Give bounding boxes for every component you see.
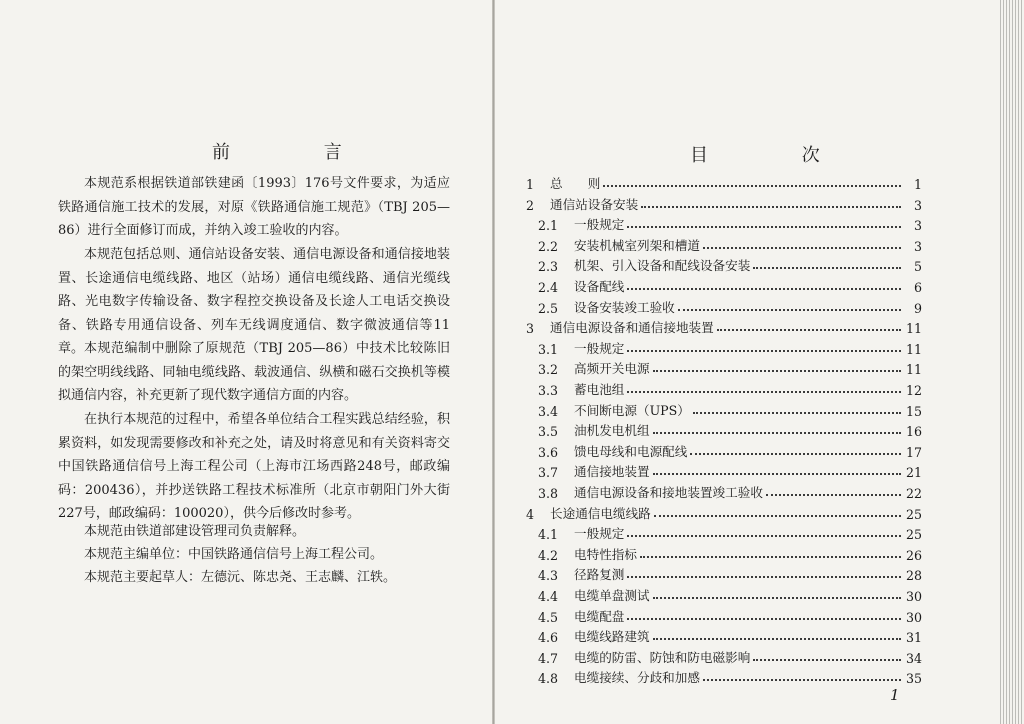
toc-entry	[538, 584, 922, 604]
toc-entry-page: 3	[913, 238, 922, 254]
toc-entry	[538, 399, 922, 419]
toc-entry	[538, 666, 922, 686]
toc-entry-page: 9	[913, 300, 922, 316]
toc-entry	[538, 275, 922, 295]
toc-entry-label: 机架、引入设备和配线设备安装	[574, 258, 751, 274]
toc-entry-number: 3.8	[538, 486, 559, 501]
toc-entry	[538, 296, 922, 316]
toc-entry	[538, 522, 922, 542]
toc-entry-label: 一般规定	[574, 526, 625, 542]
toc-entry	[526, 193, 922, 213]
toc-entry-label: 电缆单盘测试	[574, 588, 650, 603]
preface-paragraph-4: 在执行本规范的过程中，希望各单位结合工程实践总结经验，积累资料，如发现需要修改和补充之处，请及时将意见和有关资料寄交中国铁路通信信号上海工程公司（上海市江场西路248号，邮政编码：200436），并抄送铁路工程技术标准所（北京市朝阳门外大街227号，邮政编码：100020），供今后修改时参考。	[58, 412, 450, 522]
toc-entry-number: 4.7	[538, 650, 559, 666]
toc-entry-number: 4.5	[538, 609, 559, 625]
toc-leader-dots	[653, 473, 901, 475]
toc-entry-page: 28	[905, 568, 922, 584]
toc-entry-number: 4.2	[538, 547, 559, 563]
toc-entry-number: 3.4	[538, 403, 559, 419]
toc-leader-dots	[640, 556, 901, 558]
toc-entry	[538, 234, 922, 254]
toc-leader-dots	[703, 679, 901, 681]
toc-entry-page: 22	[905, 486, 922, 501]
toc-leader-dots	[641, 206, 901, 208]
toc-leader-dots	[653, 638, 901, 640]
preface-paragraph-5: 本规范由铁道部建设管理司负责解释。	[84, 524, 306, 539]
toc-leader-dots	[693, 412, 901, 414]
toc-entry-label: 电缆的防雷、防蚀和防电磁影响	[574, 649, 751, 665]
toc-entry-number: 4.1	[538, 527, 559, 543]
toc-entry-label: 设备安装竣工验收	[574, 299, 675, 315]
toc-entry	[538, 460, 922, 480]
toc-leader-dots	[654, 515, 901, 517]
toc-entry-page: 25	[905, 506, 922, 522]
toc-entry-label: 一般规定	[574, 340, 625, 356]
page-number: 1	[890, 686, 900, 704]
toc-entry-page: 25	[905, 527, 922, 543]
toc-entry	[526, 502, 922, 522]
toc-leader-dots	[690, 453, 901, 455]
toc-entry-page: 5	[913, 259, 922, 275]
toc-entry-label: 不间断电源（UPS）	[574, 402, 690, 418]
toc-entry	[526, 172, 922, 192]
toc-entry-page: 21	[905, 465, 922, 481]
toc-entry-number: 2.5	[538, 300, 559, 316]
toc-leader-dots	[678, 309, 901, 311]
toc-entry-page: 11	[905, 321, 922, 337]
toc-leader-dots	[627, 288, 901, 290]
preface-paragraph-3: 本规范编制中删除了原规范（TBJ 205—86）中技术比较陈旧的架空明线线路、同轴电缆线路、载波通信、纵横和磁石交换机等模拟通信内容，补充更新了现代数字通信方面的内容。	[58, 341, 450, 404]
toc-leader-dots	[653, 370, 901, 372]
toc-entry-number: 3.5	[538, 424, 559, 440]
preface-paragraph-2: 本规范包括总则、通信站设备安装、通信电源设备和通信接地装置、长途通信电缆线路、地区（站场）通信电缆线路、通信光缆线路、光电数字传输设备、数字程控交换设备及长途人工电话交换设备、铁路专用通信设备、列车无线调度通信、数字微波通信等11章。	[58, 247, 450, 357]
toc-entry-label: 电特性指标	[574, 546, 637, 562]
toc-entry-number: 4	[526, 506, 535, 522]
toc-entry-number: 3.3	[538, 383, 559, 398]
toc-leader-dots	[653, 432, 901, 434]
toc-entry-label: 电缆配盘	[574, 608, 625, 624]
toc-entry	[538, 481, 922, 501]
preface-title: 前 言	[212, 142, 386, 163]
toc-title: 目 次	[690, 145, 864, 166]
toc-entry	[538, 440, 922, 460]
toc-entry-page: 17	[905, 444, 922, 460]
toc-entry-number: 2.2	[538, 238, 559, 254]
toc-entry-label: 安装机械室列架和槽道	[574, 237, 700, 253]
toc-entry	[538, 378, 922, 398]
book-gutter	[492, 0, 495, 724]
toc-entry-label: 设备配线	[574, 279, 625, 294]
toc-entry-label: 蓄电池组	[574, 382, 625, 397]
toc-leader-dots	[603, 185, 901, 187]
toc-entry-label: 总 则	[550, 176, 601, 191]
toc-entry-page: 1	[913, 177, 922, 192]
toc-entry	[538, 605, 922, 625]
toc-entry-page: 11	[905, 341, 922, 357]
toc-leader-dots	[766, 494, 901, 496]
toc-entry-label: 通信站设备安装	[550, 196, 639, 212]
toc-leader-dots	[753, 267, 901, 269]
left-page	[0, 0, 492, 724]
toc-entry	[538, 543, 922, 563]
preface-paragraph-7: 本规范主要起草人：左德沅、陈忠尧、王志麟、江轶。	[84, 570, 397, 585]
toc-entry-label: 一般规定	[574, 217, 625, 233]
toc-entry	[538, 254, 922, 274]
toc-entry-page: 16	[905, 424, 922, 440]
toc-entry-page: 26	[905, 547, 922, 563]
toc-leader-dots	[653, 597, 901, 599]
toc-entry-label: 长途通信电缆线路	[550, 505, 651, 521]
toc-entry-number: 2.3	[538, 259, 559, 275]
toc-entry	[526, 316, 922, 336]
toc-entry-number: 4.6	[538, 630, 559, 646]
toc-entry-page: 34	[905, 650, 922, 666]
toc-entry-page: 31	[905, 630, 922, 646]
toc-entry-number: 3.7	[538, 465, 559, 481]
toc-entry-number: 3.2	[538, 362, 559, 378]
toc-leader-dots	[717, 329, 901, 331]
toc-entry-label: 径路复测	[574, 567, 625, 583]
toc-leader-dots	[627, 226, 901, 228]
toc-entry-number: 1	[526, 177, 535, 192]
toc-leader-dots	[627, 350, 901, 352]
toc-entry-number: 4.3	[538, 568, 559, 584]
toc-entry-number: 4.8	[538, 671, 559, 687]
toc-entry	[538, 419, 922, 439]
toc-entry-page: 12	[905, 383, 922, 398]
toc-entry	[538, 646, 922, 666]
toc-entry-label: 通信电源设备和接地装置竣工验收	[574, 485, 763, 500]
toc-entry	[538, 337, 922, 357]
toc-leader-dots	[627, 576, 901, 578]
toc-leader-dots	[753, 659, 901, 661]
toc-entry-label: 通信电源设备和通信接地装置	[550, 320, 714, 336]
right-page	[496, 0, 1024, 724]
toc-entry-page: 35	[905, 671, 922, 687]
toc-entry-page: 11	[905, 362, 922, 378]
toc-entry-page: 3	[913, 218, 922, 234]
toc-entry-label: 电缆线路建筑	[574, 629, 650, 645]
toc-entry-number: 3.1	[538, 341, 559, 357]
toc-entry	[538, 357, 922, 377]
toc-entry-page: 6	[913, 280, 922, 295]
toc-entry-label: 高频开关电源	[574, 361, 650, 377]
toc-entry	[538, 625, 922, 645]
toc-entry	[538, 213, 922, 233]
toc-entry-number: 2	[526, 197, 535, 213]
toc-entry-number: 2.1	[538, 218, 559, 234]
toc-entry	[538, 563, 922, 583]
preface-paragraph-1: 本规范系根据铁道部铁建函〔1993〕176号文件要求，为适应铁路通信施工技术的发展，对原《铁路通信施工规范》（TBJ 205—86）进行全面修订而成，并纳入竣工验收的内容。	[58, 176, 450, 239]
toc-entry-page: 3	[913, 197, 922, 213]
toc-entry-label: 馈电母线和电源配线	[574, 443, 688, 459]
toc-leader-dots	[703, 247, 901, 249]
toc-leader-dots	[627, 618, 901, 620]
toc-entry-page: 30	[905, 589, 922, 604]
toc-leader-dots	[627, 391, 901, 393]
preface-paragraph-6: 本规范主编单位：中国铁路通信信号上海工程公司。	[84, 547, 384, 562]
toc-entry-label: 油机发电机组	[574, 423, 650, 439]
toc-entry-number: 2.4	[538, 280, 559, 295]
toc-entry-page: 15	[905, 403, 922, 419]
toc-entry-label: 通信接地装置	[574, 464, 650, 480]
toc-leader-dots	[627, 535, 901, 537]
toc-entry-number: 4.4	[538, 589, 559, 604]
toc-entry-page: 30	[905, 609, 922, 625]
toc-entry-number: 3	[526, 321, 535, 337]
toc-entry-label: 电缆接续、分歧和加感	[574, 670, 700, 686]
page-edge-shadow	[1000, 0, 1022, 724]
toc-entry-number: 3.6	[538, 444, 559, 460]
